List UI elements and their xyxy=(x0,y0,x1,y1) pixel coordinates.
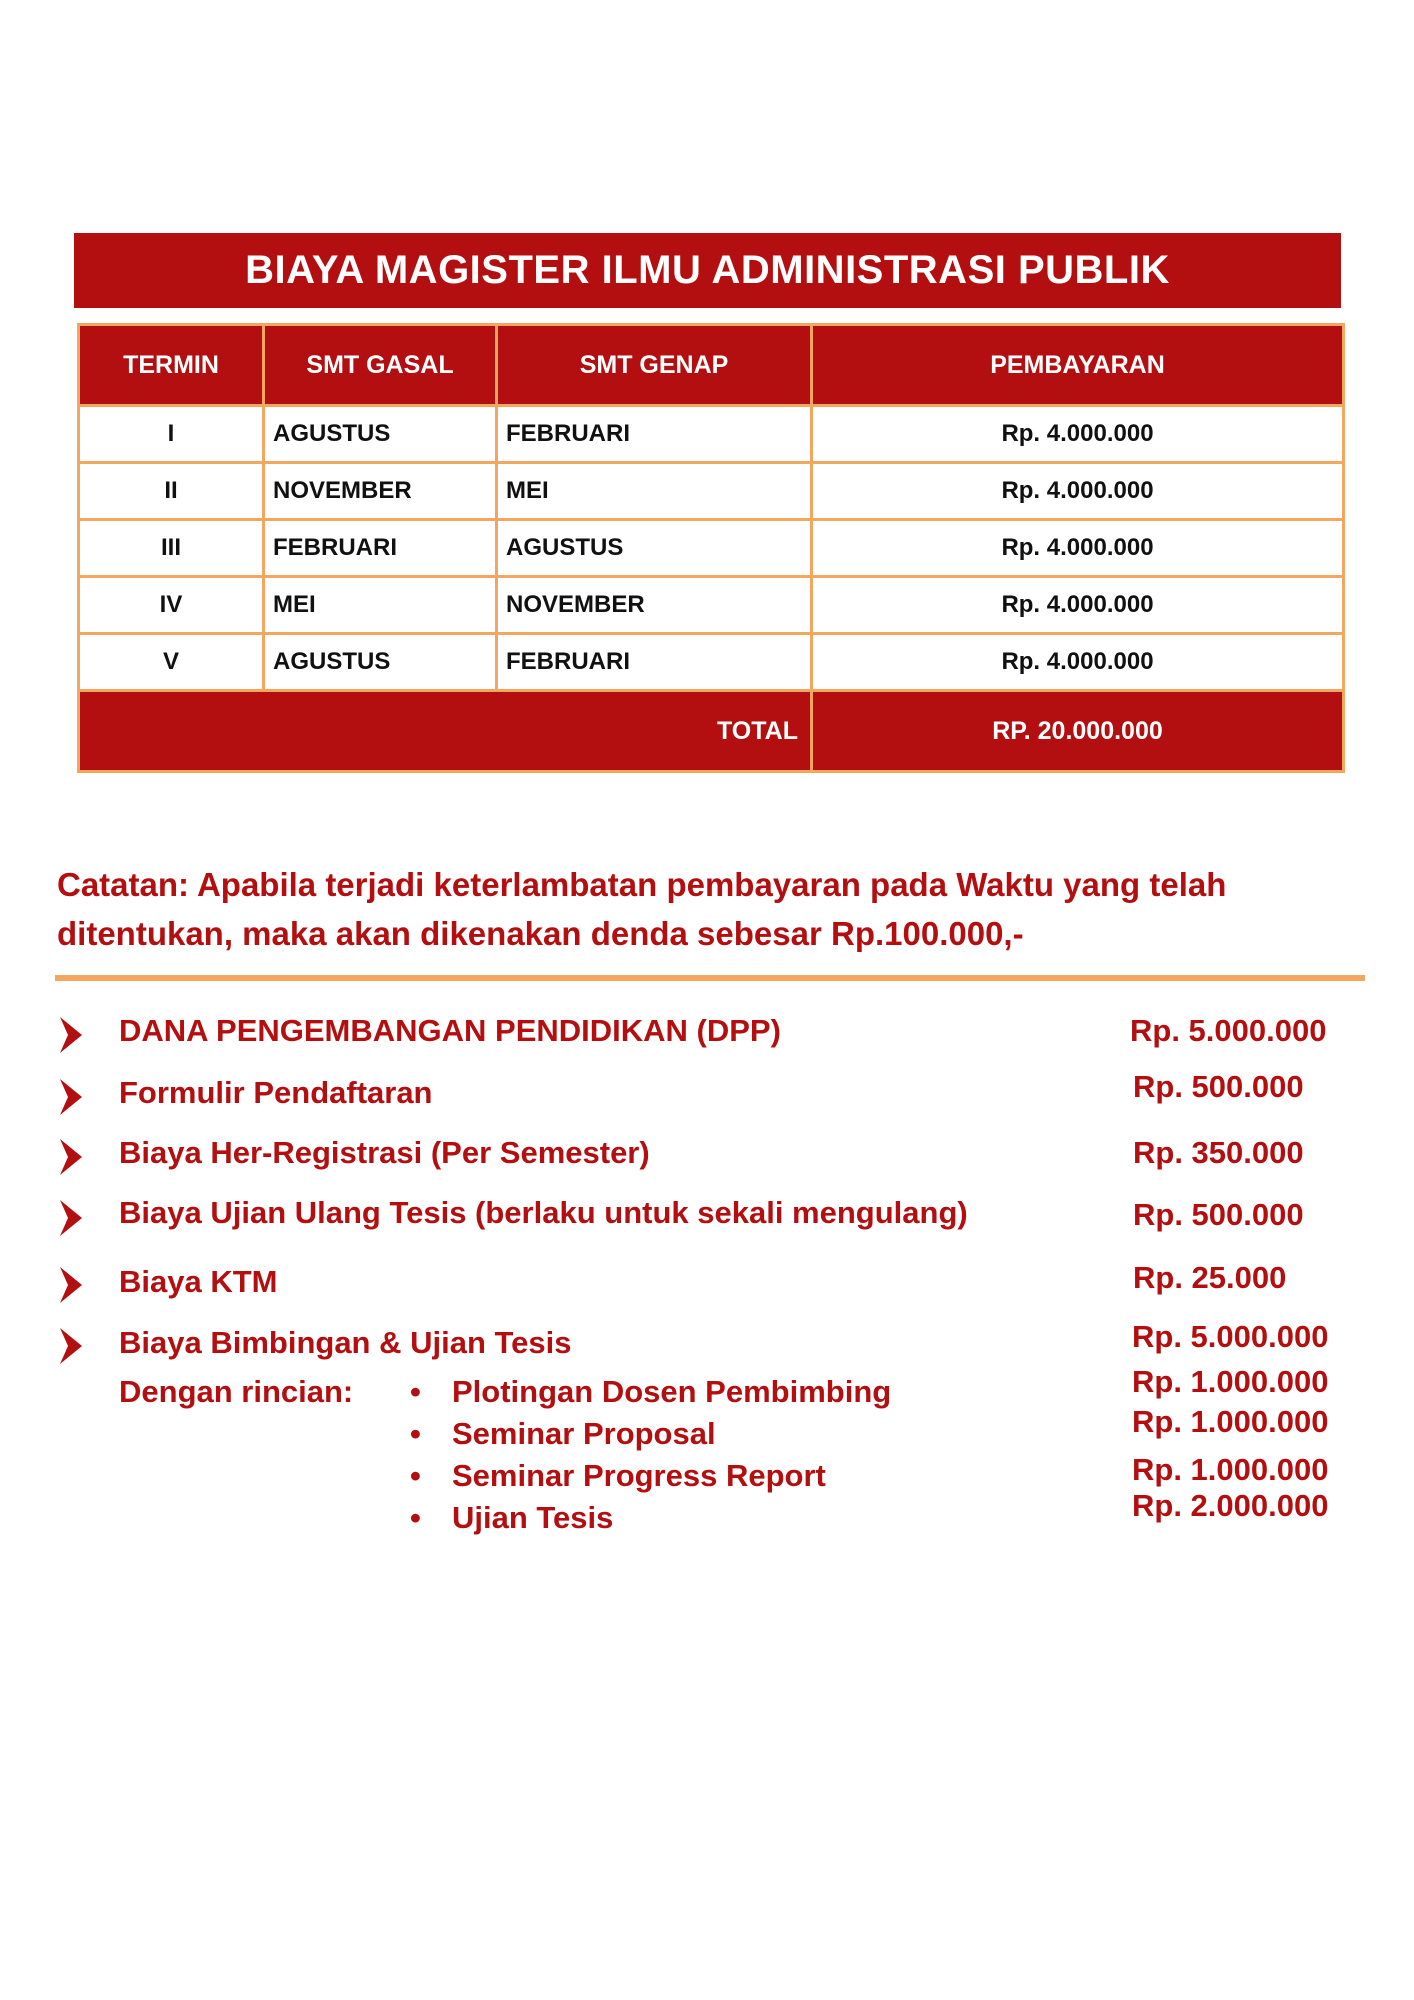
bullet-icon: • xyxy=(410,1458,421,1493)
cell-pembayaran: Rp. 4.000.000 xyxy=(812,406,1344,463)
fee-label: Biaya KTM xyxy=(119,1264,278,1299)
fee-item-ujian-ulang xyxy=(0,1195,1414,1245)
detail-label: Ujian Tesis xyxy=(452,1500,614,1535)
fee-price: Rp. 25.000 xyxy=(1133,1260,1287,1295)
cell-smt-genap: FEBRUARI xyxy=(497,634,812,691)
payment-schedule-table xyxy=(77,323,1345,773)
table-row xyxy=(79,634,1344,691)
cell-termin: IV xyxy=(79,577,264,634)
fee-price: Rp. 5.000.000 xyxy=(1132,1319,1329,1354)
fee-price: Rp. 500.000 xyxy=(1133,1197,1304,1232)
section-divider xyxy=(55,975,1365,981)
header-smt-genap: SMT GENAP xyxy=(497,325,812,406)
header-smt-gasal: SMT GASAL xyxy=(264,325,497,406)
page-title: BIAYA MAGISTER ILMU ADMINISTRASI PUBLIK xyxy=(74,233,1341,308)
fee-label: DANA PENGEMBANGAN PENDIDIKAN (DPP) xyxy=(119,1013,781,1048)
cell-pembayaran: Rp. 4.000.000 xyxy=(812,577,1344,634)
detail-price: Rp. 2.000.000 xyxy=(1132,1488,1329,1523)
cell-smt-genap: MEI xyxy=(497,463,812,520)
chevron-arrow-icon xyxy=(58,1327,84,1365)
table-row xyxy=(79,520,1344,577)
cell-smt-gasal: AGUSTUS xyxy=(264,406,497,463)
fee-price: Rp. 350.000 xyxy=(1133,1135,1304,1170)
detail-price: Rp. 1.000.000 xyxy=(1132,1452,1329,1487)
bullet-icon: • xyxy=(410,1416,421,1451)
fee-label: Biaya Her-Registrasi (Per Semester) xyxy=(119,1135,650,1170)
cell-pembayaran: Rp. 4.000.000 xyxy=(812,634,1344,691)
cell-termin: V xyxy=(79,634,264,691)
detail-price: Rp. 1.000.000 xyxy=(1132,1404,1329,1439)
fee-label: Biaya Bimbingan & Ujian Tesis xyxy=(119,1325,572,1360)
chevron-arrow-icon xyxy=(58,1266,84,1304)
table-total-row xyxy=(79,691,1344,772)
table-row xyxy=(79,577,1344,634)
details-heading: Dengan rincian: xyxy=(119,1374,354,1409)
chevron-arrow-icon xyxy=(58,1016,84,1054)
fee-label: Formulir Pendaftaran xyxy=(119,1075,433,1110)
total-value: RP. 20.000.000 xyxy=(812,691,1344,772)
fee-price: Rp. 500.000 xyxy=(1133,1069,1304,1104)
cell-termin: III xyxy=(79,520,264,577)
cell-smt-gasal: NOVEMBER xyxy=(264,463,497,520)
cell-termin: I xyxy=(79,406,264,463)
table-row xyxy=(79,406,1344,463)
bullet-icon: • xyxy=(410,1374,421,1409)
detail-label: Seminar Progress Report xyxy=(452,1458,826,1493)
fee-price: Rp. 5.000.000 xyxy=(1130,1013,1327,1048)
cell-smt-gasal: FEBRUARI xyxy=(264,520,497,577)
cell-smt-genap: NOVEMBER xyxy=(497,577,812,634)
fee-item-dpp xyxy=(0,1013,1414,1063)
chevron-arrow-icon xyxy=(58,1138,84,1176)
cell-pembayaran: Rp. 4.000.000 xyxy=(812,463,1344,520)
detail-price: Rp. 1.000.000 xyxy=(1132,1364,1329,1399)
cell-smt-genap: FEBRUARI xyxy=(497,406,812,463)
header-termin: TERMIN xyxy=(79,325,264,406)
chevron-arrow-icon xyxy=(58,1199,84,1237)
bullet-icon: • xyxy=(410,1500,421,1535)
table-header-row xyxy=(79,325,1344,406)
fee-item-formulir xyxy=(0,1069,1414,1125)
fee-item-her-registrasi xyxy=(0,1135,1414,1185)
late-payment-note: Catatan: Apabila terjadi keterlambatan pembayaran pada Waktu yang telah ditentukan, maka akan dikenakan denda sebesar Rp.100.000,- xyxy=(57,866,1227,952)
fee-label: Biaya Ujian Ulang Tesis (berlaku untuk sekali mengulang) xyxy=(119,1195,968,1230)
detail-label: Plotingan Dosen Pembimbing xyxy=(452,1374,892,1409)
chevron-arrow-icon xyxy=(58,1078,84,1116)
cell-smt-gasal: AGUSTUS xyxy=(264,634,497,691)
cell-smt-genap: AGUSTUS xyxy=(497,520,812,577)
detail-label: Seminar Proposal xyxy=(452,1416,716,1451)
cell-termin: II xyxy=(79,463,264,520)
cell-pembayaran: Rp. 4.000.000 xyxy=(812,520,1344,577)
total-label: TOTAL xyxy=(79,691,812,772)
table-row xyxy=(79,463,1344,520)
header-pembayaran: PEMBAYARAN xyxy=(812,325,1344,406)
cell-smt-gasal: MEI xyxy=(264,577,497,634)
fee-item-ktm xyxy=(0,1260,1414,1314)
